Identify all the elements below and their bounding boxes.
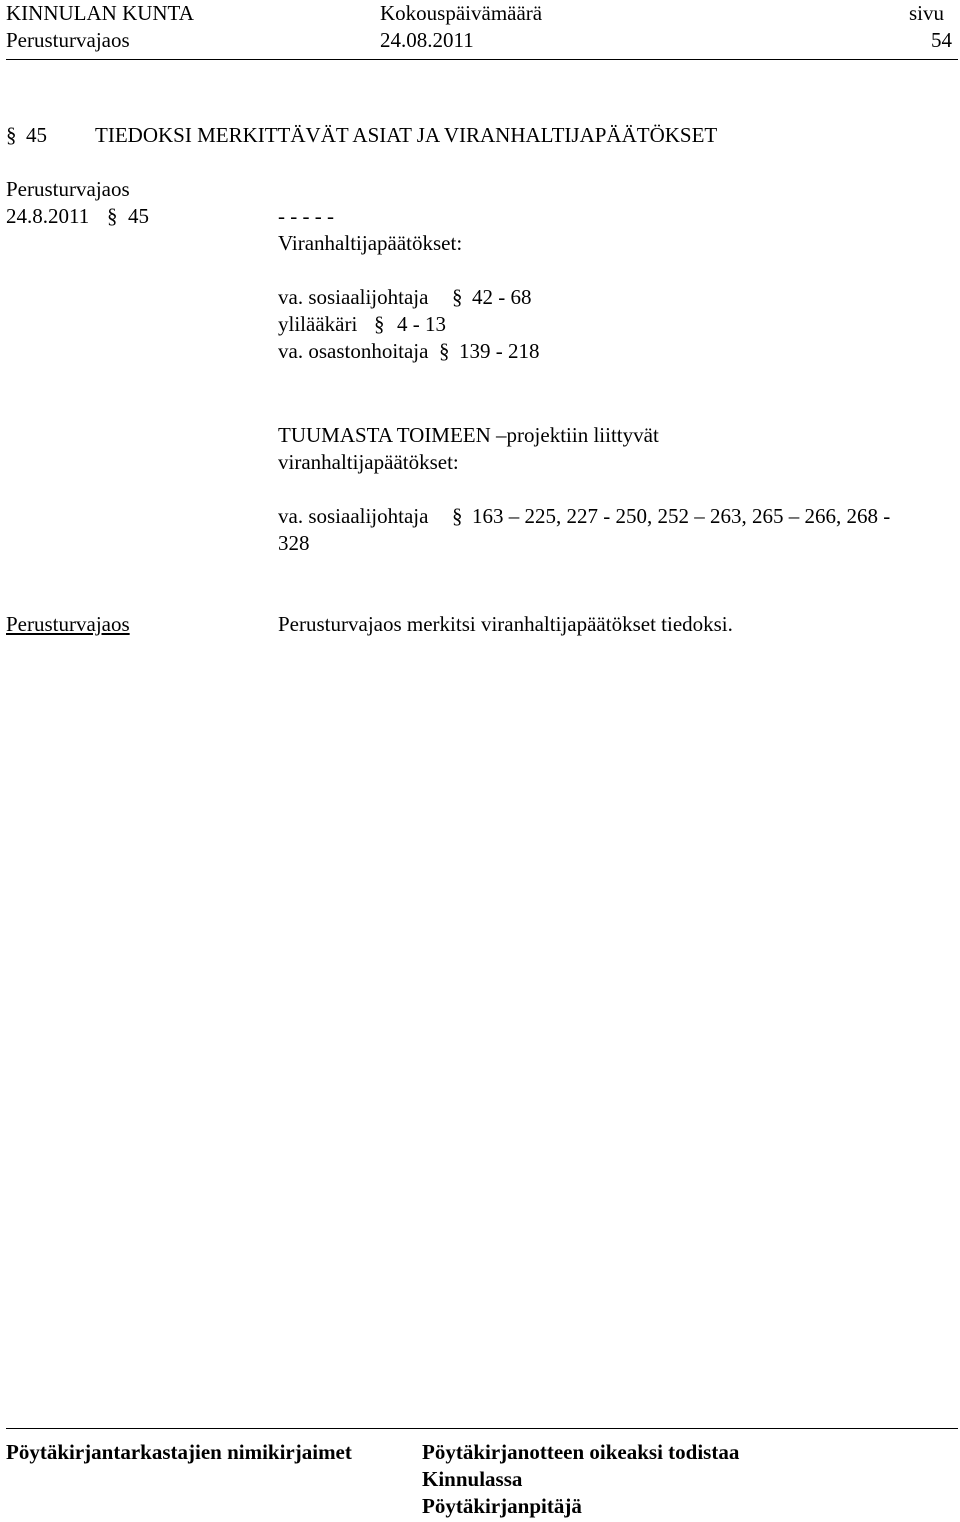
decision-role: va. osastonhoitaja (278, 339, 429, 363)
initials-label: Pöytäkirjantarkastajien nimikirjaimet (6, 1440, 352, 1464)
decision-symbol: § (439, 339, 450, 363)
decision-role: va. sosiaalijohtaja (278, 285, 429, 309)
page-label: sivu (909, 1, 945, 25)
decision-symbol: § (374, 312, 385, 336)
decision-range: 139 - 218 (459, 339, 540, 363)
minutes-keeper: Pöytäkirjanpitäjä (422, 1494, 582, 1518)
reference-dashes: - - - - - (278, 204, 334, 228)
reference-number: 45 (128, 204, 149, 228)
reference-body: Perusturvajaos (6, 177, 130, 201)
reference-symbol: § (107, 204, 118, 228)
decision-label: Perusturvajaos (6, 612, 130, 636)
decision-range: 4 - 13 (397, 312, 446, 336)
organization-name: KINNULAN KUNTA (6, 1, 194, 25)
project-heading-line-1: TUUMASTA TOIMEEN –projektiin liittyvät (278, 423, 659, 447)
page-number: 54 (931, 28, 952, 52)
project-symbol: § (452, 504, 463, 528)
meeting-date-label: Kokouspäivämäärä (380, 1, 543, 25)
decision-role: ylilääkäri (278, 312, 358, 336)
decisions-heading: Viranhaltijapäätökset: (278, 231, 463, 255)
project-ranges-line-1: 163 – 225, 227 - 250, 252 – 263, 265 – 266, 268 - (472, 504, 891, 528)
meeting-date: 24.08.2011 (380, 28, 474, 52)
decision-text: Perusturvajaos merkitsi viranhaltijapäätökset tiedoksi. (278, 612, 733, 636)
header-body-name: Perusturvajaos (6, 28, 130, 52)
section-title: TIEDOKSI MERKITTÄVÄT ASIAT JA VIRANHALTIJAPÄÄTÖKSET (95, 123, 718, 147)
footer-divider (6, 1428, 958, 1429)
project-role: va. sosiaalijohtaja (278, 504, 429, 528)
decision-symbol: § (452, 285, 463, 309)
section-symbol: § (6, 123, 17, 147)
project-heading-line-2: viranhaltijapäätökset: (278, 450, 459, 474)
certify-place: Kinnulassa (422, 1467, 523, 1491)
decision-range: 42 - 68 (472, 285, 532, 309)
certify-label: Pöytäkirjanotteen oikeaksi todistaa (422, 1440, 740, 1464)
header-divider (6, 59, 958, 60)
section-number: 45 (26, 123, 47, 147)
reference-date: 24.8.2011 (6, 204, 90, 228)
project-ranges-line-2: 328 (278, 531, 310, 555)
